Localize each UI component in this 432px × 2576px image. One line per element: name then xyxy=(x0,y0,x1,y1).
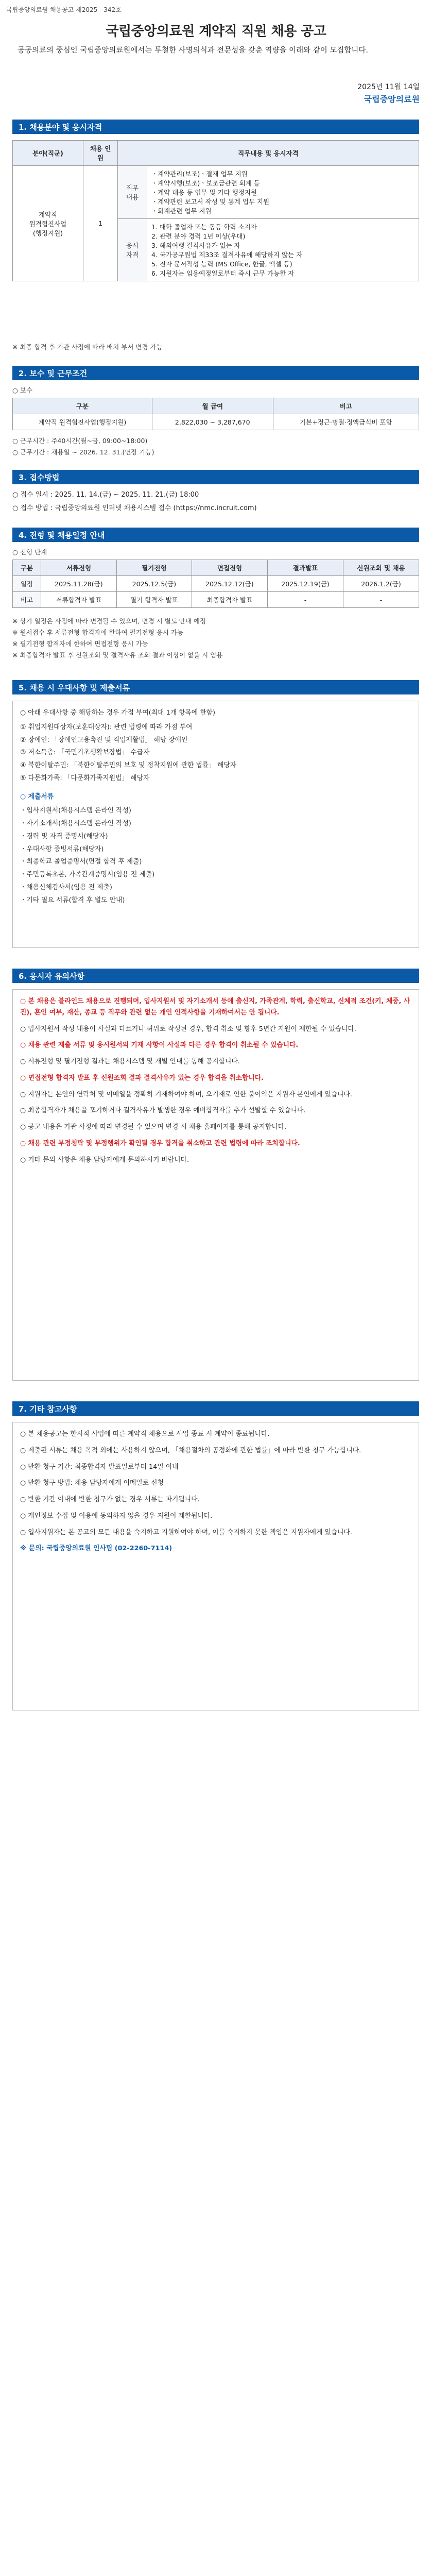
notice-para: ○ 지원자는 본인의 연락처 및 이메일을 정확히 기재하여야 하며, 오기재로 인한 불이익은 지원자 본인에게 있습니다. xyxy=(20,1090,352,1098)
sched-col: 신원조회 및 채용 xyxy=(343,560,419,576)
sched-cell: 2025.11.28(금) xyxy=(41,576,116,592)
etc-para: ○ 개인정보 수집 및 이용에 동의하지 않을 경우 지원이 제한됩니다. xyxy=(20,1512,213,1520)
etc-para: ○ 반환 청구 방법: 채용 담당자에게 이메일로 신청 xyxy=(20,1479,164,1487)
duties-cell xyxy=(147,166,419,219)
sched-col: 구분 xyxy=(13,560,41,576)
pref-item: ① 취업지원대상자(보훈대상자): 관련 법령에 따라 가점 부여 xyxy=(20,723,193,731)
section-5-header: 5. 채용 시 우대사항 및 제출서류 xyxy=(12,680,419,694)
apply-method: ○ 접수 방법 : 국립중앙의료원 인터넷 채용시스템 접수 (https://nmc.incruit.com) xyxy=(12,504,257,512)
notice-para: ○ 채용 관련 제출 서류 및 응시원서의 기재 사항이 사실과 다른 경우 합격이 취소될 수 있습니다. xyxy=(20,1041,299,1049)
notice-para: ○ 기타 문의 사항은 채용 담당자에게 문의하시기 바랍니다. xyxy=(20,1156,189,1164)
sched-cell: 2025.12.12(금) xyxy=(192,576,267,592)
sched-col: 결과발표 xyxy=(267,560,343,576)
qual-item: 6. 지원자는 임용예정일로부터 즉시 근무 가능한 자 xyxy=(151,269,295,277)
section-7-header: 7. 기타 참고사항 xyxy=(12,1401,419,1416)
duty-item: ㆍ계약시행(보조)ㆍ보조금관련 회계 등 xyxy=(151,179,260,187)
pref-item: ⑤ 다문화가족: 「다문화가족지원법」 해당자 xyxy=(20,774,150,782)
sched-note: ※ 필기전형 합격자에 한하여 면접전형 응시 가능 xyxy=(12,640,148,648)
col-field: 분야(직군) xyxy=(13,141,83,166)
duty-item: ㆍ계약관리(보조)ㆍ결재 업무 지원 xyxy=(151,170,248,178)
etc-para: ○ 제출된 서류는 채용 목적 외에는 사용하지 않으며, 「채용절차의 공정화에 관한 법률」에 따라 반환 청구 가능합니다. xyxy=(20,1446,361,1454)
sched-cell: 필기 합격자 발표 xyxy=(116,592,192,608)
sched-cell: 2025.12.19(금) xyxy=(267,576,343,592)
pref-intro: ○ 아래 우대사항 중 해당하는 경우 가점 부여(최대 1개 항목에 한함) xyxy=(20,709,216,717)
section-6-header: 6. 응시자 유의사항 xyxy=(12,969,419,983)
pref-item: ③ 저소득층: 「국민기초생활보장법」 수급자 xyxy=(20,749,150,757)
sched-col: 면접전형 xyxy=(192,560,267,576)
section-4-header: 4. 전형 및 채용일정 안내 xyxy=(12,528,419,542)
sched-cell: 일정 xyxy=(13,576,41,592)
work-hours: ○ 근무시간 : 주40시간(월~금, 09:00~18:00) xyxy=(12,437,148,445)
qual-item: 5. 전자 문서작성 능력 (MS Office, 한글, 엑셀 등) xyxy=(151,260,292,268)
contact-info: ※ 문의: 국립중앙의료원 인사팀 (02-2260-7114) xyxy=(20,1545,172,1553)
pay-col-type: 구분 xyxy=(13,398,152,414)
org-name: 국립중앙의료원 xyxy=(364,94,420,104)
etc-para: ○ 반환 기간 이내에 반환 청구가 없는 경우 서류는 파기됩니다. xyxy=(20,1496,200,1503)
preference-box xyxy=(12,701,419,948)
notice-para: ○ 입사지원서 작성 내용이 사실과 다르거나 허위로 작성된 경우, 합격 취소 및 향후 5년간 지원이 제한될 수 있습니다. xyxy=(20,1025,356,1033)
qual-label: 응시 자격 xyxy=(118,219,147,281)
page-title: 국립중앙의료원 계약직 직원 채용 공고 xyxy=(106,24,326,39)
doc-item: ㆍ최종학교 졸업증명서(면접 합격 후 제출) xyxy=(20,858,142,866)
work-period: ○ 근무기간 : 채용일 ~ 2026. 12. 31.(연장 가능) xyxy=(12,448,154,456)
sched-cell: - xyxy=(267,592,343,608)
etc-para: ○ 입사지원자는 본 공고의 모든 내용을 숙지하고 지원하여야 하며, 이를 숙지하지 못한 책임은 지원자에게 있습니다. xyxy=(20,1528,352,1536)
pref-item: ② 장애인: 「장애인고용촉진 및 직업재활법」 해당 장애인 xyxy=(20,736,188,744)
sched-cell: 비고 xyxy=(13,592,41,608)
section-2-header: 2. 보수 및 근무조건 xyxy=(12,366,419,380)
duty-item: ㆍ회계관련 업무 지원 xyxy=(151,207,212,215)
sched-cell: 서류합격자 발표 xyxy=(41,592,116,608)
doc-item: ㆍ기타 필요 서류(합격 후 별도 안내) xyxy=(20,896,125,904)
qual-item: 4. 국가공무원법 제33조 결격사유에 해당하지 않는 자 xyxy=(151,251,303,259)
count-cell: 1 xyxy=(83,166,118,281)
process-caption: ○ 전형 단계 xyxy=(12,548,47,556)
qual-item: 1. 대학 졸업자 또는 동등 학력 소지자 xyxy=(151,223,257,231)
section-3-header: 3. 접수방법 xyxy=(12,470,419,484)
field-cell: 계약직 원격협진사업 (행정지원) xyxy=(13,166,83,281)
doc-item: ㆍ주민등록초본, 가족관계증명서(임용 전 제출) xyxy=(20,871,155,878)
intro-text: 공공의료의 중심인 국립중앙의료원에서는 투철한 사명의식과 전문성을 갖춘 역량을 이래와 같이 모집합니다. xyxy=(18,46,369,55)
duty-item: ㆍ계약관련 보고서 작성 및 통계 업무 지원 xyxy=(151,198,270,206)
notice-para: ○ 서류전형 및 필기전형 결과는 채용시스템 및 개별 안내를 통해 공지합니다. xyxy=(20,1058,240,1065)
sched-cell: - xyxy=(343,592,419,608)
doc-number: 국립중앙의료원 채용공고 제2025 - 342호 xyxy=(6,6,122,13)
doc-item: ㆍ우대사항 증빙서류(해당자) xyxy=(20,845,104,853)
sched-note: ※ 원서접수 후 서류전형 합격자에 한하여 필기전형 응시 가능 xyxy=(12,629,184,636)
pay-col-note: 비고 xyxy=(273,398,419,414)
etc-para: ○ 반환 청구 기간: 최종합격자 발표일로부터 14일 이내 xyxy=(20,1463,179,1471)
doc-item: ㆍ경력 및 자격 증명서(해당자) xyxy=(20,832,108,840)
pref-list xyxy=(20,722,411,784)
section-1-header: 1. 채용분야 및 응시자격 xyxy=(12,120,419,134)
notice-para: ○ 공고 내용은 기관 사정에 따라 변경될 수 있으며 변경 시 채용 홈페이지를 통해 공지합니다. xyxy=(20,1123,287,1131)
col-duties: 직무내용 및 응시자격 xyxy=(118,141,419,166)
sched-cell: 2025.12.5(금) xyxy=(116,576,192,592)
duty-item: ㆍ계약 대응 등 업무 및 기타 행정지원 xyxy=(151,189,257,196)
notice-para: ○ 본 채용은 블라인드 채용으로 진행되며, 입사지원서 및 자기소개서 등에 출신지, 가족관계, 학력, 출신학교, 신체적 조건(키, 체중, 사진), 혼인 여부, 재산, 종교 등 직무와 관련 없는 개인 인적사항을 기재하여서는 안 됩니다. xyxy=(20,997,410,1016)
apply-date: ○ 접수 일시 : 2025. 11. 14.(금) ~ 2025. 11. 21.(금) 18:00 xyxy=(12,491,199,499)
notice-para: ○ 채용 관련 부정청탁 및 부정행위가 확인될 경우 합격을 취소하고 관련 법령에 따라 조치합니다. xyxy=(20,1139,300,1147)
sched-note: ※ 상기 일정은 사정에 따라 변경될 수 있으며, 변경 시 별도 안내 예정 xyxy=(12,617,206,625)
sched-note: ※ 최종합격자 발표 후 신원조회 및 결격사유 조회 결과 이상이 없을 시 임용 xyxy=(12,651,223,659)
pref-item: ④ 북한이탈주민: 「북한이탈주민의 보호 및 정착지원에 관한 법률」 해당자 xyxy=(20,761,237,769)
etc-para: ○ 본 채용공고는 한시적 사업에 따른 계약직 채용으로 사업 종료 시 계약이 종료됩니다. xyxy=(20,1430,270,1438)
qual-item: 3. 해외여행 결격사유가 없는 자 xyxy=(151,242,240,249)
col-count: 채용 인원 xyxy=(83,141,118,166)
etc-box xyxy=(12,1422,419,1710)
qual-item: 2. 관련 분야 경력 1년 이상(우대) xyxy=(151,232,246,240)
docs-list xyxy=(20,805,411,906)
doc-item: ㆍ자기소개서(채용시스템 온라인 작성) xyxy=(20,820,131,827)
notice-para: ○ 면접전형 합격자 발표 후 신원조회 결과 결격사유가 있는 경우 합격을 취소합니다. xyxy=(20,1074,264,1082)
schedule-table xyxy=(12,560,419,608)
recruit-table xyxy=(12,140,419,281)
pay-salary: 2,822,030 ~ 3,287,670 xyxy=(152,414,273,430)
pay-col-salary: 월 급여 xyxy=(152,398,273,414)
date: 2025년 11월 14일 xyxy=(357,83,420,91)
pay-caption: ○ 보수 xyxy=(12,386,33,394)
duties-label: 직무 내용 xyxy=(118,166,147,219)
pay-type: 계약직 원격협진사업(행정지원) xyxy=(13,414,152,430)
pay-table xyxy=(12,398,419,430)
docs-title: ○ 제출서류 xyxy=(20,792,54,801)
table1-foot: ※ 최종 합격 후 기관 사정에 따라 배치 부서 변경 가능 xyxy=(12,343,163,351)
doc-item: ㆍ입사지원서(채용시스템 온라인 작성) xyxy=(20,807,131,815)
doc-item: ㆍ채용신체검사서(임용 전 제출) xyxy=(20,883,112,891)
notice-box xyxy=(12,989,419,1381)
sched-col: 필기전형 xyxy=(116,560,192,576)
pay-note: 기본+정근·명절·정액급식비 포함 xyxy=(273,414,419,430)
sched-cell: 최종합격자 발표 xyxy=(192,592,267,608)
sched-cell: 2026.1.2(금) xyxy=(343,576,419,592)
sched-col: 서류전형 xyxy=(41,560,116,576)
notice-para: ○ 최종합격자가 채용을 포기하거나 결격사유가 발생한 경우 예비합격자를 추가 선발할 수 있습니다. xyxy=(20,1107,306,1115)
qual-cell xyxy=(147,219,419,281)
